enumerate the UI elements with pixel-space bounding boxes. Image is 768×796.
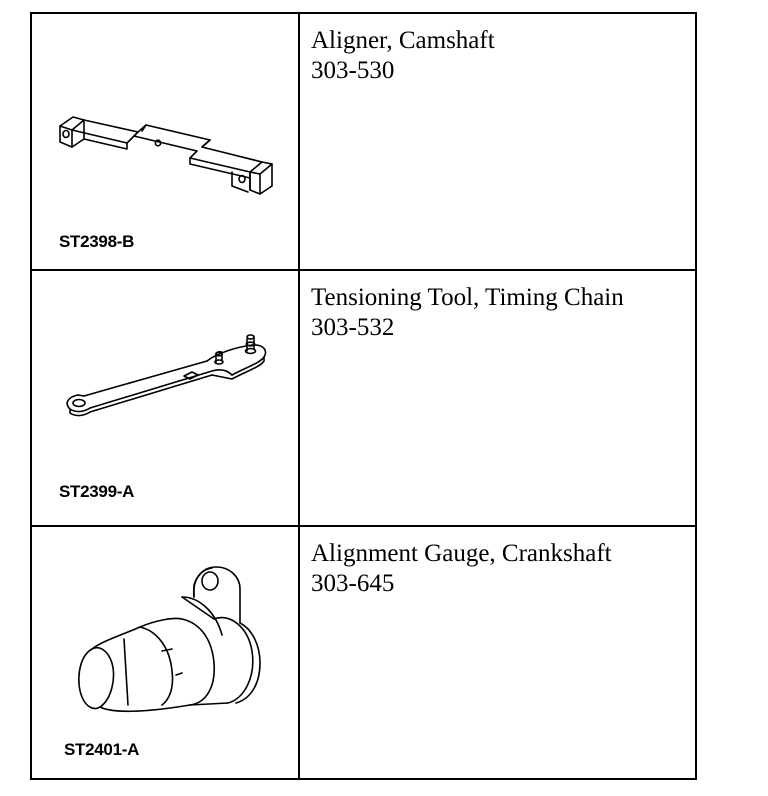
tool-description-cell (300, 14, 695, 271)
special-tools-table (30, 12, 697, 780)
tool-description-cell (300, 527, 695, 778)
camshaft-aligner-icon (32, 14, 298, 269)
tool-code-label: ST2401-A (64, 740, 140, 759)
tool-code-label: ST2398-B (59, 232, 135, 251)
tool-code-label: ST2399-A (59, 482, 135, 501)
tool-number: 303-532 (311, 314, 395, 341)
tool-image-cell (32, 271, 300, 527)
tool-name: Alignment Gauge, Crankshaft (311, 540, 612, 567)
tool-number: 303-645 (311, 570, 395, 597)
tool-name: Aligner, Camshaft (311, 27, 495, 54)
tool-image-cell (32, 14, 300, 271)
tool-image-cell (32, 527, 300, 778)
tool-number: 303-530 (311, 57, 395, 84)
tool-name: Tensioning Tool, Timing Chain (311, 284, 624, 311)
tool-description-cell (300, 271, 695, 527)
